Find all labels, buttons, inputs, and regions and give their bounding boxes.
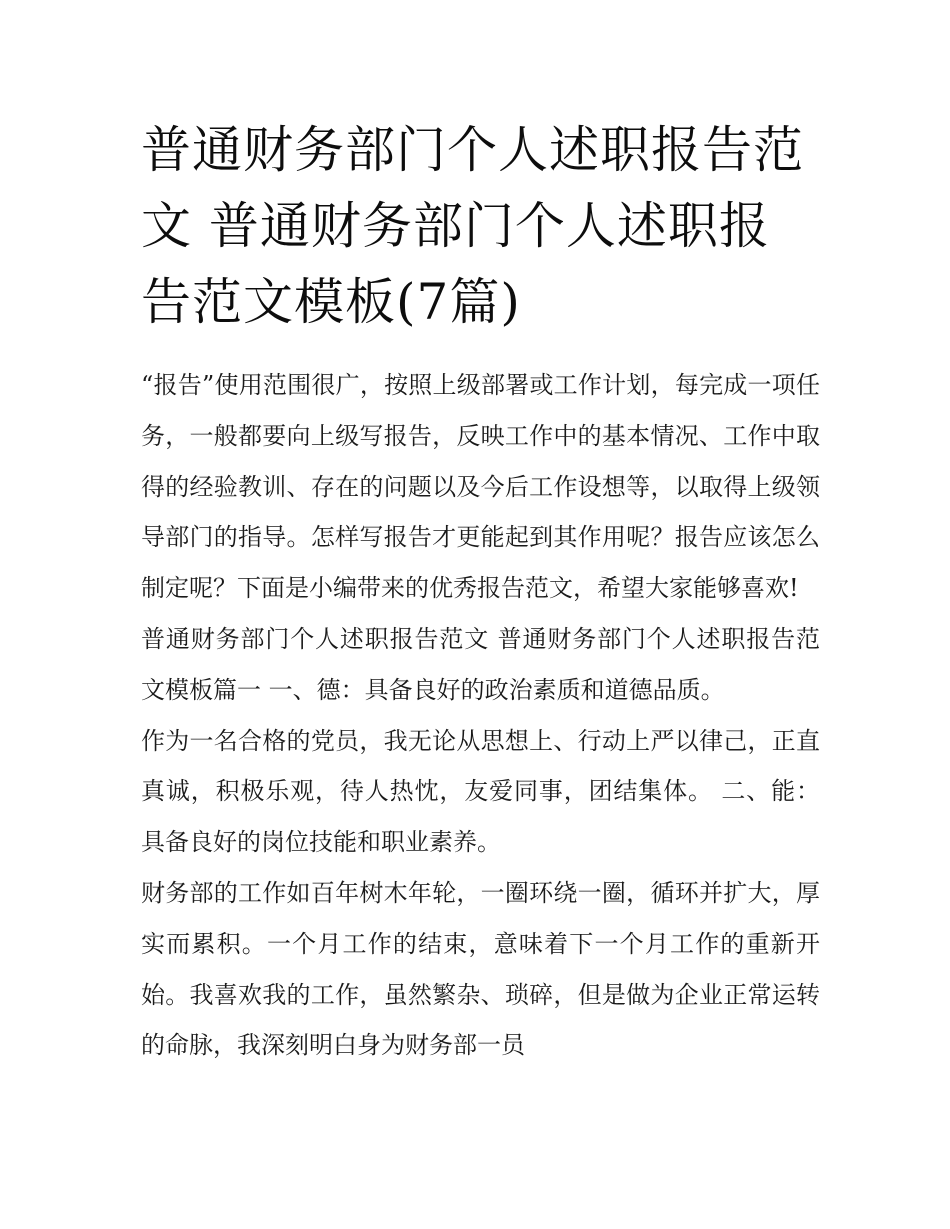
- document-title: 普通财务部门个人述职报告范文 普通财务部门个人述职报告范文模板(7篇): [141, 121, 804, 331]
- paragraph-intro: “报告”使用范围很广，按照上级部署或工作计划，每完成一项任务，一般都要向上级写报告，反映工作中的基本情况、工作中取得的经验教训、存在的问题以及今后工作设想等，以取得上级领导部门的指导。怎样写报告才更能起到其作用呢？报告应该怎么制定呢？下面是小编带来的优秀报告范文，希望大家能够喜欢!: [141, 371, 820, 603]
- paragraph-section-heading: 普通财务部门个人述职报告范文 普通财务部门个人述职报告范文模板篇一 一、德：具备良好的政治素质和道德品质。: [141, 624, 820, 704]
- document-body: [141, 360, 820, 1071]
- paragraph-work: 财务部的工作如百年树木年轮，一圈环绕一圈，循环并扩大，厚实而累积。一个月工作的结束，意味着下一个月工作的重新开始。我喜欢我的工作，虽然繁杂、琐碎，但是做为企业正常运转的命脉，我深刻明白身为财务部一员: [141, 878, 820, 1060]
- paragraph-virtue: 作为一名合格的党员，我无论从思想上、行动上严以律己，正直真诚，积极乐观，待人热忱，友爱同事，团结集体。 二、能：具备良好的岗位技能和职业素养。: [141, 726, 820, 857]
